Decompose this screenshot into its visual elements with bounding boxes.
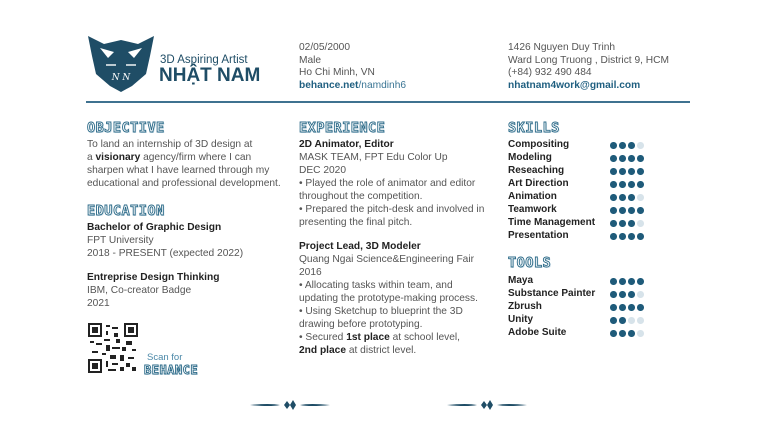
rating-dot [628, 181, 635, 188]
rating-dot [637, 278, 644, 285]
portfolio-domain[interactable]: behance.net [299, 80, 359, 91]
city: Ho Chi Minh, VN [299, 67, 375, 78]
job2-bullet-3a [299, 332, 460, 345]
job2-bullet-3b-post: at district level. [346, 345, 417, 356]
tool-row [508, 314, 648, 327]
skill-row [508, 139, 648, 152]
rating-dot [637, 181, 644, 188]
rating-dot [628, 220, 635, 227]
skill-name: Compositing [508, 139, 570, 150]
ornament-divider-left [250, 398, 330, 410]
skill-row [508, 178, 648, 191]
rating-dot [619, 181, 626, 188]
portfolio-path[interactable]: /namdinh6 [358, 80, 407, 91]
header-divider [86, 101, 690, 103]
rating-dots [610, 142, 646, 149]
edu-degree-1: Bachelor of Graphic Design [87, 222, 222, 233]
rating-dot [637, 233, 644, 240]
job2-bullet-3a-post: at school level, [389, 332, 461, 343]
rating-dot [610, 194, 617, 201]
portfolio-link[interactable] [299, 80, 406, 93]
rating-dot [628, 317, 635, 324]
objective-line-2 [87, 152, 251, 165]
tool-row [508, 275, 648, 288]
rating-dot [610, 330, 617, 337]
rating-dot [619, 168, 626, 175]
job1-bullet-2a: • Prepared the pitch-desk and involved in [299, 204, 485, 215]
edu-org-2: IBM, Co-creator Badge [87, 285, 192, 296]
job1-org: MASK TEAM, FPT Edu Color Up [299, 152, 448, 163]
tool-row [508, 301, 648, 314]
svg-text:N N: N N [111, 73, 131, 83]
rating-dot [610, 278, 617, 285]
skill-row [508, 191, 648, 204]
rating-dots [610, 207, 646, 214]
skill-row [508, 165, 648, 178]
skill-name: Time Management [508, 217, 596, 228]
phone: (+84) 932 490 484 [508, 67, 592, 78]
skills-heading: SKILLS [508, 120, 560, 136]
qr-code[interactable] [88, 323, 138, 373]
rating-dot [628, 207, 635, 214]
edu-org-1: FPT University [87, 235, 154, 246]
edu-period-1: 2018 - PRESENT (expected 2022) [87, 248, 244, 259]
rating-dot [610, 220, 617, 227]
rating-dot [619, 155, 626, 162]
rating-dot [619, 278, 626, 285]
skill-name: Reseaching [508, 165, 565, 176]
skill-row [508, 217, 648, 230]
rating-dot [619, 142, 626, 149]
tool-row [508, 327, 648, 340]
rating-dot [628, 168, 635, 175]
skill-name: Teamwork [508, 204, 557, 215]
objective-line-4: educational and professional development. [87, 178, 281, 189]
tool-name: Substance Painter [508, 288, 596, 299]
rating-dot [637, 291, 644, 298]
rating-dots [610, 278, 646, 285]
edu-period-2: 2021 [87, 298, 110, 309]
job1-role: 2D Animator, Editor [299, 139, 394, 150]
rating-dots [610, 220, 646, 227]
job2-bullet-2b: drawing before prototyping. [299, 319, 423, 330]
rating-dot [619, 207, 626, 214]
rating-dot [637, 317, 644, 324]
skill-name: Modeling [508, 152, 552, 163]
rating-dot [637, 220, 644, 227]
tool-name: Unity [508, 314, 533, 325]
job2-bullet-1a: • Allocating tasks within team, and [299, 280, 453, 291]
rating-dot [637, 207, 644, 214]
job2-bullet-3b [299, 345, 416, 358]
ornament-divider-right [447, 398, 527, 410]
fox-mask-logo-icon [86, 34, 156, 94]
rating-dots [610, 168, 646, 175]
experience-heading: EXPERIENCE [299, 120, 386, 136]
rating-dot [628, 278, 635, 285]
education-heading: EDUCATION [87, 203, 165, 219]
job1-date: DEC 2020 [299, 165, 347, 176]
rating-dot [637, 155, 644, 162]
skill-name: Presentation [508, 230, 569, 241]
skill-row [508, 230, 648, 243]
rating-dot [628, 155, 635, 162]
objective-line-2-post: agency/firm where I can [140, 152, 252, 163]
objective-line-3: sharpen what I have learned through my [87, 165, 270, 176]
rating-dot [619, 220, 626, 227]
dob: 02/05/2000 [299, 42, 350, 53]
rating-dot [610, 168, 617, 175]
skill-row [508, 152, 648, 165]
tagline: 3D Aspiring Artist [160, 54, 248, 66]
tool-name: Maya [508, 275, 534, 286]
tools-heading: TOOLS [508, 255, 552, 271]
rating-dots [610, 155, 646, 162]
rating-dot [628, 291, 635, 298]
rating-dot [637, 168, 644, 175]
rating-dot [619, 304, 626, 311]
tool-name: Adobe Suite [508, 327, 567, 338]
rating-dot [628, 233, 635, 240]
rating-dot [637, 304, 644, 311]
objective-line-2-pre: a [87, 152, 96, 163]
rating-dot [610, 181, 617, 188]
objective-heading: OBJECTIVE [87, 120, 165, 136]
rating-dot [628, 194, 635, 201]
rating-dots [610, 181, 646, 188]
objective-line-1: To land an internship of 3D design at [87, 139, 253, 150]
rating-dot [637, 194, 644, 201]
skill-name: Animation [508, 191, 557, 202]
job1-bullet-1b: throughout the competition. [299, 191, 423, 202]
email-link[interactable]: nhatnam4work@gmail.com [508, 80, 641, 91]
first-place: 1st place [346, 332, 390, 343]
rating-dot [619, 291, 626, 298]
qr-caption: Scan for [147, 352, 183, 363]
rating-dot [610, 142, 617, 149]
rating-dots [610, 317, 646, 324]
job2-bullet-3a-pre: • Secured [299, 332, 347, 343]
rating-dot [619, 233, 626, 240]
street: 1426 Nguyen Duy Trinh [508, 42, 616, 53]
rating-dot [628, 330, 635, 337]
rating-dot [619, 194, 626, 201]
rating-dot [610, 233, 617, 240]
rating-dots [610, 194, 646, 201]
gender: Male [299, 55, 322, 66]
job1-bullet-1a: • Played the role of animator and editor [299, 178, 476, 189]
job2-date: 2016 [299, 267, 322, 278]
rating-dot [637, 142, 644, 149]
rating-dot [637, 330, 644, 337]
second-place: 2nd place [299, 345, 346, 356]
skill-name: Art Direction [508, 178, 569, 189]
tool-row [508, 288, 648, 301]
tool-name: Zbrush [508, 301, 542, 312]
rating-dots [610, 330, 646, 337]
job2-org: Quang Ngai Science&Engineering Fair [299, 254, 474, 265]
rating-dot [610, 317, 617, 324]
rating-dot [610, 291, 617, 298]
rating-dot [619, 317, 626, 324]
rating-dot [610, 304, 617, 311]
skill-row [508, 204, 648, 217]
rating-dot [628, 304, 635, 311]
rating-dots [610, 304, 646, 311]
behance-label: BEHANCE [144, 363, 199, 377]
job2-role: Project Lead, 3D Modeler [299, 241, 421, 252]
rating-dot [610, 207, 617, 214]
rating-dot [610, 155, 617, 162]
job2-bullet-1b: updating the prototype-making process. [299, 293, 478, 304]
name-title: NHẬT NAM [159, 65, 261, 86]
objective-emphasis: visionary [95, 152, 141, 163]
rating-dot [628, 142, 635, 149]
rating-dots [610, 233, 646, 240]
edu-degree-2: Entreprise Design Thinking [87, 272, 220, 283]
rating-dot [619, 330, 626, 337]
rating-dots [610, 291, 646, 298]
ward: Ward Long Truong , District 9, HCM [508, 55, 669, 66]
job2-bullet-2a: • Using Sketchup to blueprint the 3D [299, 306, 463, 317]
job1-bullet-2b: presenting the final pitch. [299, 217, 413, 228]
